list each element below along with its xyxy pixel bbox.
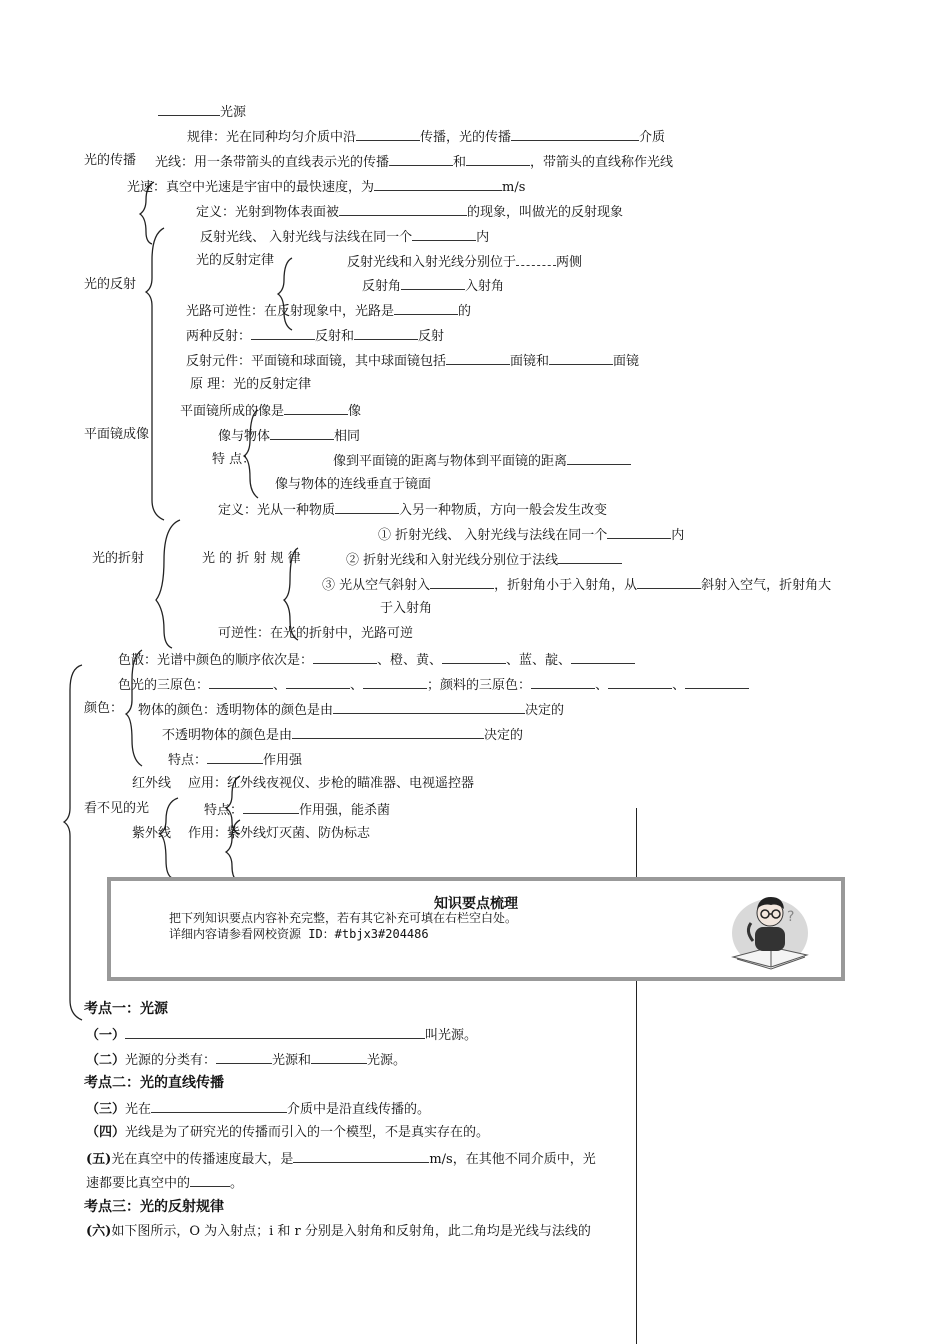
box-instruction: 把下列知识要点内容补充完整，若有其它补充可填在右栏空白处。 bbox=[169, 911, 518, 925]
blank-concave[interactable] bbox=[446, 351, 510, 365]
blank-both-sides[interactable] bbox=[558, 550, 622, 564]
brace-refraction bbox=[156, 520, 180, 648]
mirror-title-text: 平面镜成像 bbox=[84, 427, 150, 442]
reflection-elem-mid: 面镜和 bbox=[510, 354, 550, 369]
dispersion-sep1: 、橙、黄、 bbox=[377, 653, 443, 668]
brace-main bbox=[64, 665, 82, 1020]
svg-text:?: ? bbox=[787, 909, 795, 925]
refraction-law-label-text: 光 的 折 射 规 律 bbox=[202, 551, 301, 566]
opaque-color-text: 不透明物体的颜色是由 bbox=[162, 728, 293, 743]
reflection-law-3-text: 反射角 bbox=[362, 279, 402, 294]
blank-specular[interactable] bbox=[251, 326, 315, 340]
q4-label: （四） bbox=[86, 1125, 126, 1140]
reflection-law-label bbox=[196, 252, 274, 270]
mirror-principle bbox=[190, 376, 311, 394]
refraction-law-2-text: ② 折射光线和入射光线分别位于法线 bbox=[346, 553, 559, 568]
blank-pigment-1[interactable] bbox=[531, 675, 595, 689]
uv-use-text: 作用：紫外线灯灭菌、防伪标志 bbox=[188, 826, 371, 841]
brace-reflection bbox=[146, 228, 164, 520]
k1-title: 考点一：光源 bbox=[84, 1001, 168, 1017]
propagation-title-text: 光的传播 bbox=[84, 153, 137, 168]
blank-equal[interactable] bbox=[567, 451, 631, 465]
sep: 、 bbox=[672, 678, 686, 693]
blank-q2-2[interactable] bbox=[311, 1050, 367, 1064]
blank-light-primary-1[interactable] bbox=[209, 675, 273, 689]
refraction-def-text: 定义：光从一种物质 bbox=[218, 503, 336, 518]
blank-red[interactable] bbox=[313, 650, 377, 664]
refraction-reversible bbox=[218, 625, 413, 643]
q5-cont-suffix: 。 bbox=[230, 1176, 244, 1191]
blank-thermal[interactable] bbox=[207, 750, 263, 764]
sep: 、 bbox=[350, 678, 364, 693]
mirror-feature-label-text: 特 点： bbox=[212, 452, 256, 467]
reflection-reversible bbox=[186, 301, 471, 319]
q5-label: (五) bbox=[86, 1152, 112, 1167]
q6-label: (六) bbox=[86, 1224, 112, 1239]
blank-pigment-2[interactable] bbox=[608, 675, 672, 689]
blank-q2-1[interactable] bbox=[216, 1050, 272, 1064]
blank-ray-2[interactable] bbox=[466, 152, 530, 166]
mirror-perp-text: 像与物体的连线垂直于镜面 bbox=[275, 477, 432, 492]
mirror-image bbox=[180, 401, 361, 419]
reflection-types-mid: 反射和 bbox=[315, 329, 355, 344]
ray-and: 和 bbox=[453, 155, 467, 170]
object-color-text: 物体的颜色：透明物体的颜色是由 bbox=[138, 703, 334, 718]
q6-text: 如下图所示，O 为入射点；i 和 r 分别是入射角和反射角，此二角均是光线与法线的 bbox=[111, 1224, 591, 1239]
reflection-rev-suffix: 的 bbox=[458, 304, 472, 319]
mirror-principle-text: 原 理：光的反射定律 bbox=[190, 377, 312, 392]
reflection-law-2-text: 反射光线和入射光线分别位于 bbox=[347, 255, 517, 270]
refraction-title bbox=[92, 550, 144, 568]
k2-title: 考点二：光的直线传播 bbox=[84, 1075, 224, 1091]
reflection-types bbox=[186, 326, 444, 344]
invisible-title-text: 看不见的光 bbox=[84, 801, 150, 816]
blank-refr-plane[interactable] bbox=[607, 525, 671, 539]
mirror-same-suffix: 相同 bbox=[334, 429, 361, 444]
blank-diffuse[interactable] bbox=[354, 326, 418, 340]
blank-plane[interactable] bbox=[412, 227, 476, 241]
refraction-law-3-text: ③ 光从空气斜射入 bbox=[322, 578, 431, 593]
dispersion-sep2: 、蓝、靛、 bbox=[506, 653, 572, 668]
q5-text: 光在真空中的传播速度最大，是 bbox=[111, 1152, 294, 1167]
mirror-same-text: 像与物体 bbox=[218, 429, 271, 444]
ir-feature bbox=[168, 750, 302, 768]
blank-light-primary-2[interactable] bbox=[286, 675, 350, 689]
blank-opaque-color[interactable] bbox=[292, 725, 484, 739]
light-source-line bbox=[158, 102, 246, 120]
uv-feature-text: 特点： bbox=[204, 803, 244, 818]
reflection-law-1-text: 反射光线、 入射光线与法线在同一个 bbox=[200, 230, 413, 245]
opaque-color-suffix: 决定的 bbox=[484, 728, 524, 743]
refraction-law-3-cont-text: 于入射角 bbox=[380, 601, 433, 616]
reflection-def-suffix: 的现象，叫做光的反射现象 bbox=[467, 205, 624, 220]
speed-line bbox=[127, 177, 525, 195]
refraction-def bbox=[218, 500, 607, 518]
color-title bbox=[84, 700, 123, 718]
blank-virtual[interactable] bbox=[284, 401, 348, 415]
sep: 、 bbox=[595, 678, 609, 693]
reflection-law-1-suffix: 内 bbox=[476, 230, 490, 245]
q2-label: （二） bbox=[86, 1053, 126, 1068]
refraction-law-1-suffix: 内 bbox=[671, 528, 685, 543]
blank-ray-1[interactable] bbox=[389, 152, 453, 166]
ray-suffix: ，带箭头的直线称作光线 bbox=[530, 155, 674, 170]
mirror-same bbox=[218, 426, 360, 444]
q2-mid: 光源和 bbox=[272, 1053, 312, 1068]
refraction-law-3-mid: ，折射角小于入射角，从 bbox=[494, 578, 638, 593]
propagation-law-suffix: 介质 bbox=[639, 130, 666, 145]
reflection-def-text: 定义：光射到物体表面被 bbox=[196, 205, 340, 220]
k3-title: 考点三：光的反射规律 bbox=[84, 1199, 224, 1215]
dispersion-text: 色散：光谱中颜色的顺序依次是： bbox=[118, 653, 314, 668]
blank-q1[interactable] bbox=[125, 1025, 425, 1039]
blank-q5-speed[interactable] bbox=[293, 1149, 429, 1163]
light-source-label: 光源 bbox=[220, 105, 247, 120]
q3-text: 光在 bbox=[125, 1102, 152, 1117]
speed-text: 光速：真空中光速是宇宙中的最快速度，为 bbox=[127, 180, 375, 195]
blank-straight-line[interactable] bbox=[356, 127, 420, 141]
blank-reflect-back[interactable] bbox=[339, 202, 467, 216]
reflection-law-1 bbox=[200, 227, 489, 245]
ray-text: 光线：用一条带箭头的直线表示光的传播 bbox=[155, 155, 390, 170]
primary-light-text: 色光的三原色： bbox=[118, 678, 210, 693]
uv-feature bbox=[204, 800, 390, 818]
mirror-image-text: 平面镜所成的像是 bbox=[180, 404, 285, 419]
blank-convex[interactable] bbox=[549, 351, 613, 365]
uv-feature-suffix: 作用强，能杀菌 bbox=[299, 803, 391, 818]
refraction-title-text: 光的折射 bbox=[92, 551, 145, 566]
blank-medium[interactable] bbox=[511, 127, 639, 141]
reflection-rev-text: 光路可逆性：在反射现象中，光路是 bbox=[186, 304, 395, 319]
invisible-title bbox=[84, 800, 149, 818]
blank-light-source[interactable] bbox=[158, 102, 220, 116]
blank-reversible[interactable] bbox=[394, 301, 458, 315]
color-title-text: 颜色： bbox=[84, 701, 124, 716]
speed-unit: m/s bbox=[502, 180, 526, 195]
opaque-color-line bbox=[162, 725, 523, 743]
q3-label: （三） bbox=[86, 1102, 126, 1117]
reflection-title-text: 光的反射 bbox=[84, 277, 137, 292]
reflection-types-text: 两种反射： bbox=[186, 329, 252, 344]
reflection-law-2-suffix: 两侧 bbox=[556, 255, 583, 270]
reflection-elem-suffix: 面镜 bbox=[613, 354, 640, 369]
brace-reflection-law bbox=[278, 258, 292, 330]
box-resource-id: 详细内容请参看网校资源 ID：#tbjx3#204486 bbox=[169, 927, 429, 941]
blank-transparent-color[interactable] bbox=[333, 700, 525, 714]
q2-suffix: 光源。 bbox=[367, 1053, 407, 1068]
blank-violet[interactable] bbox=[571, 650, 635, 664]
knowledge-box bbox=[107, 877, 845, 981]
q5-suffix: m/s，在其他不同介质中，光 bbox=[429, 1152, 596, 1167]
q3-line bbox=[86, 1099, 430, 1117]
blank-light-primary-3[interactable] bbox=[363, 675, 427, 689]
refraction-law-3 bbox=[322, 575, 831, 593]
mirror-feature-label bbox=[212, 451, 255, 469]
uv-label-text: 紫外线 bbox=[132, 826, 172, 841]
q3-suffix: 介质中是沿直线传播的。 bbox=[287, 1102, 431, 1117]
primary-colors-line bbox=[118, 675, 749, 693]
q1-suffix: 叫光源。 bbox=[425, 1028, 478, 1043]
q4-text: 光线是为了研究光的传播而引入的一个模型，不是真实存在的。 bbox=[125, 1125, 490, 1140]
reflection-title bbox=[84, 276, 136, 294]
pigment-text: ；颜料的三原色： bbox=[427, 678, 532, 693]
q1-label: （一） bbox=[86, 1028, 126, 1043]
ir-label-text: 红外线 bbox=[132, 776, 172, 791]
blank-size[interactable] bbox=[270, 426, 334, 440]
reflection-law-2 bbox=[347, 252, 582, 270]
q2-line bbox=[86, 1050, 406, 1068]
blank-pigment-3[interactable] bbox=[685, 675, 749, 689]
uv-use bbox=[188, 825, 370, 843]
ir-application bbox=[188, 775, 474, 793]
ir-feature-suffix: 作用强 bbox=[263, 753, 303, 768]
box-title: 知识要点梳理 bbox=[434, 896, 518, 912]
mirror-perp bbox=[275, 476, 431, 494]
reading-person-icon bbox=[727, 887, 813, 973]
blank-speed[interactable] bbox=[374, 177, 502, 191]
ray-line bbox=[155, 152, 673, 170]
object-color-line bbox=[138, 700, 564, 718]
dispersion-line bbox=[118, 650, 635, 668]
q1-line bbox=[86, 1025, 477, 1043]
mirror-title bbox=[84, 426, 149, 444]
refraction-def-suffix: 入另一种物质，方向一般会发生改变 bbox=[399, 503, 608, 518]
q6-line bbox=[86, 1223, 591, 1241]
propagation-law-line bbox=[187, 127, 665, 145]
blank-q3[interactable] bbox=[151, 1099, 287, 1113]
blank-angle-relation[interactable] bbox=[401, 276, 465, 290]
reflection-types-suffix: 反射 bbox=[418, 329, 445, 344]
blank-q5-smaller[interactable] bbox=[190, 1173, 230, 1187]
blank-oblique[interactable] bbox=[335, 500, 399, 514]
refraction-law-1-text: ① 折射光线、 入射光线与法线在同一个 bbox=[378, 528, 608, 543]
q2-text: 光源的分类有： bbox=[125, 1053, 217, 1068]
reflection-elements bbox=[186, 351, 639, 369]
propagation-law-mid: 传播，光的传播 bbox=[420, 130, 512, 145]
reflection-law-3 bbox=[362, 276, 504, 294]
reflection-law-3-suffix: 入射角 bbox=[465, 279, 505, 294]
blank-chemical[interactable] bbox=[243, 800, 299, 814]
uv-label bbox=[132, 825, 171, 843]
propagation-law-text: 规律：光在同种均匀介质中沿 bbox=[187, 130, 357, 145]
mirror-dist-text: 像到平面镜的距离与物体到平面镜的距离 bbox=[333, 454, 568, 469]
refraction-law-label bbox=[202, 550, 301, 568]
q5-line bbox=[86, 1149, 596, 1167]
ir-feature-text: 特点： bbox=[168, 753, 208, 768]
reflection-def-line bbox=[196, 202, 623, 220]
blank-into-medium[interactable] bbox=[430, 575, 494, 589]
refraction-law-3-suffix: 斜射入空气，折射角大 bbox=[701, 578, 832, 593]
ir-label bbox=[132, 775, 171, 793]
reflection-law-label-text: 光的反射定律 bbox=[196, 253, 275, 268]
mirror-distance bbox=[333, 451, 631, 469]
object-color-suffix: 决定的 bbox=[525, 703, 565, 718]
blank-from-medium[interactable] bbox=[637, 575, 701, 589]
sep: 、 bbox=[273, 678, 287, 693]
mirror-image-suffix: 像 bbox=[348, 404, 362, 419]
q4-line bbox=[86, 1124, 489, 1142]
refraction-rev-text: 可逆性：在光的折射中，光路可逆 bbox=[218, 626, 414, 641]
refraction-law-1 bbox=[378, 525, 684, 543]
propagation-title bbox=[84, 152, 136, 170]
blank-green[interactable] bbox=[442, 650, 506, 664]
refraction-law-3-cont bbox=[380, 600, 432, 618]
q5-cont-text: 速都要比真空中的 bbox=[86, 1176, 191, 1191]
blank-normal-sides[interactable] bbox=[516, 252, 556, 266]
q5-cont-line bbox=[86, 1173, 243, 1191]
ir-application-text: 应用：红外线夜视仪、步枪的瞄准器、电视遥控器 bbox=[188, 776, 475, 791]
refraction-law-2 bbox=[346, 550, 622, 568]
reflection-elem-text: 反射元件：平面镜和球面镜，其中球面镜包括 bbox=[186, 354, 447, 369]
